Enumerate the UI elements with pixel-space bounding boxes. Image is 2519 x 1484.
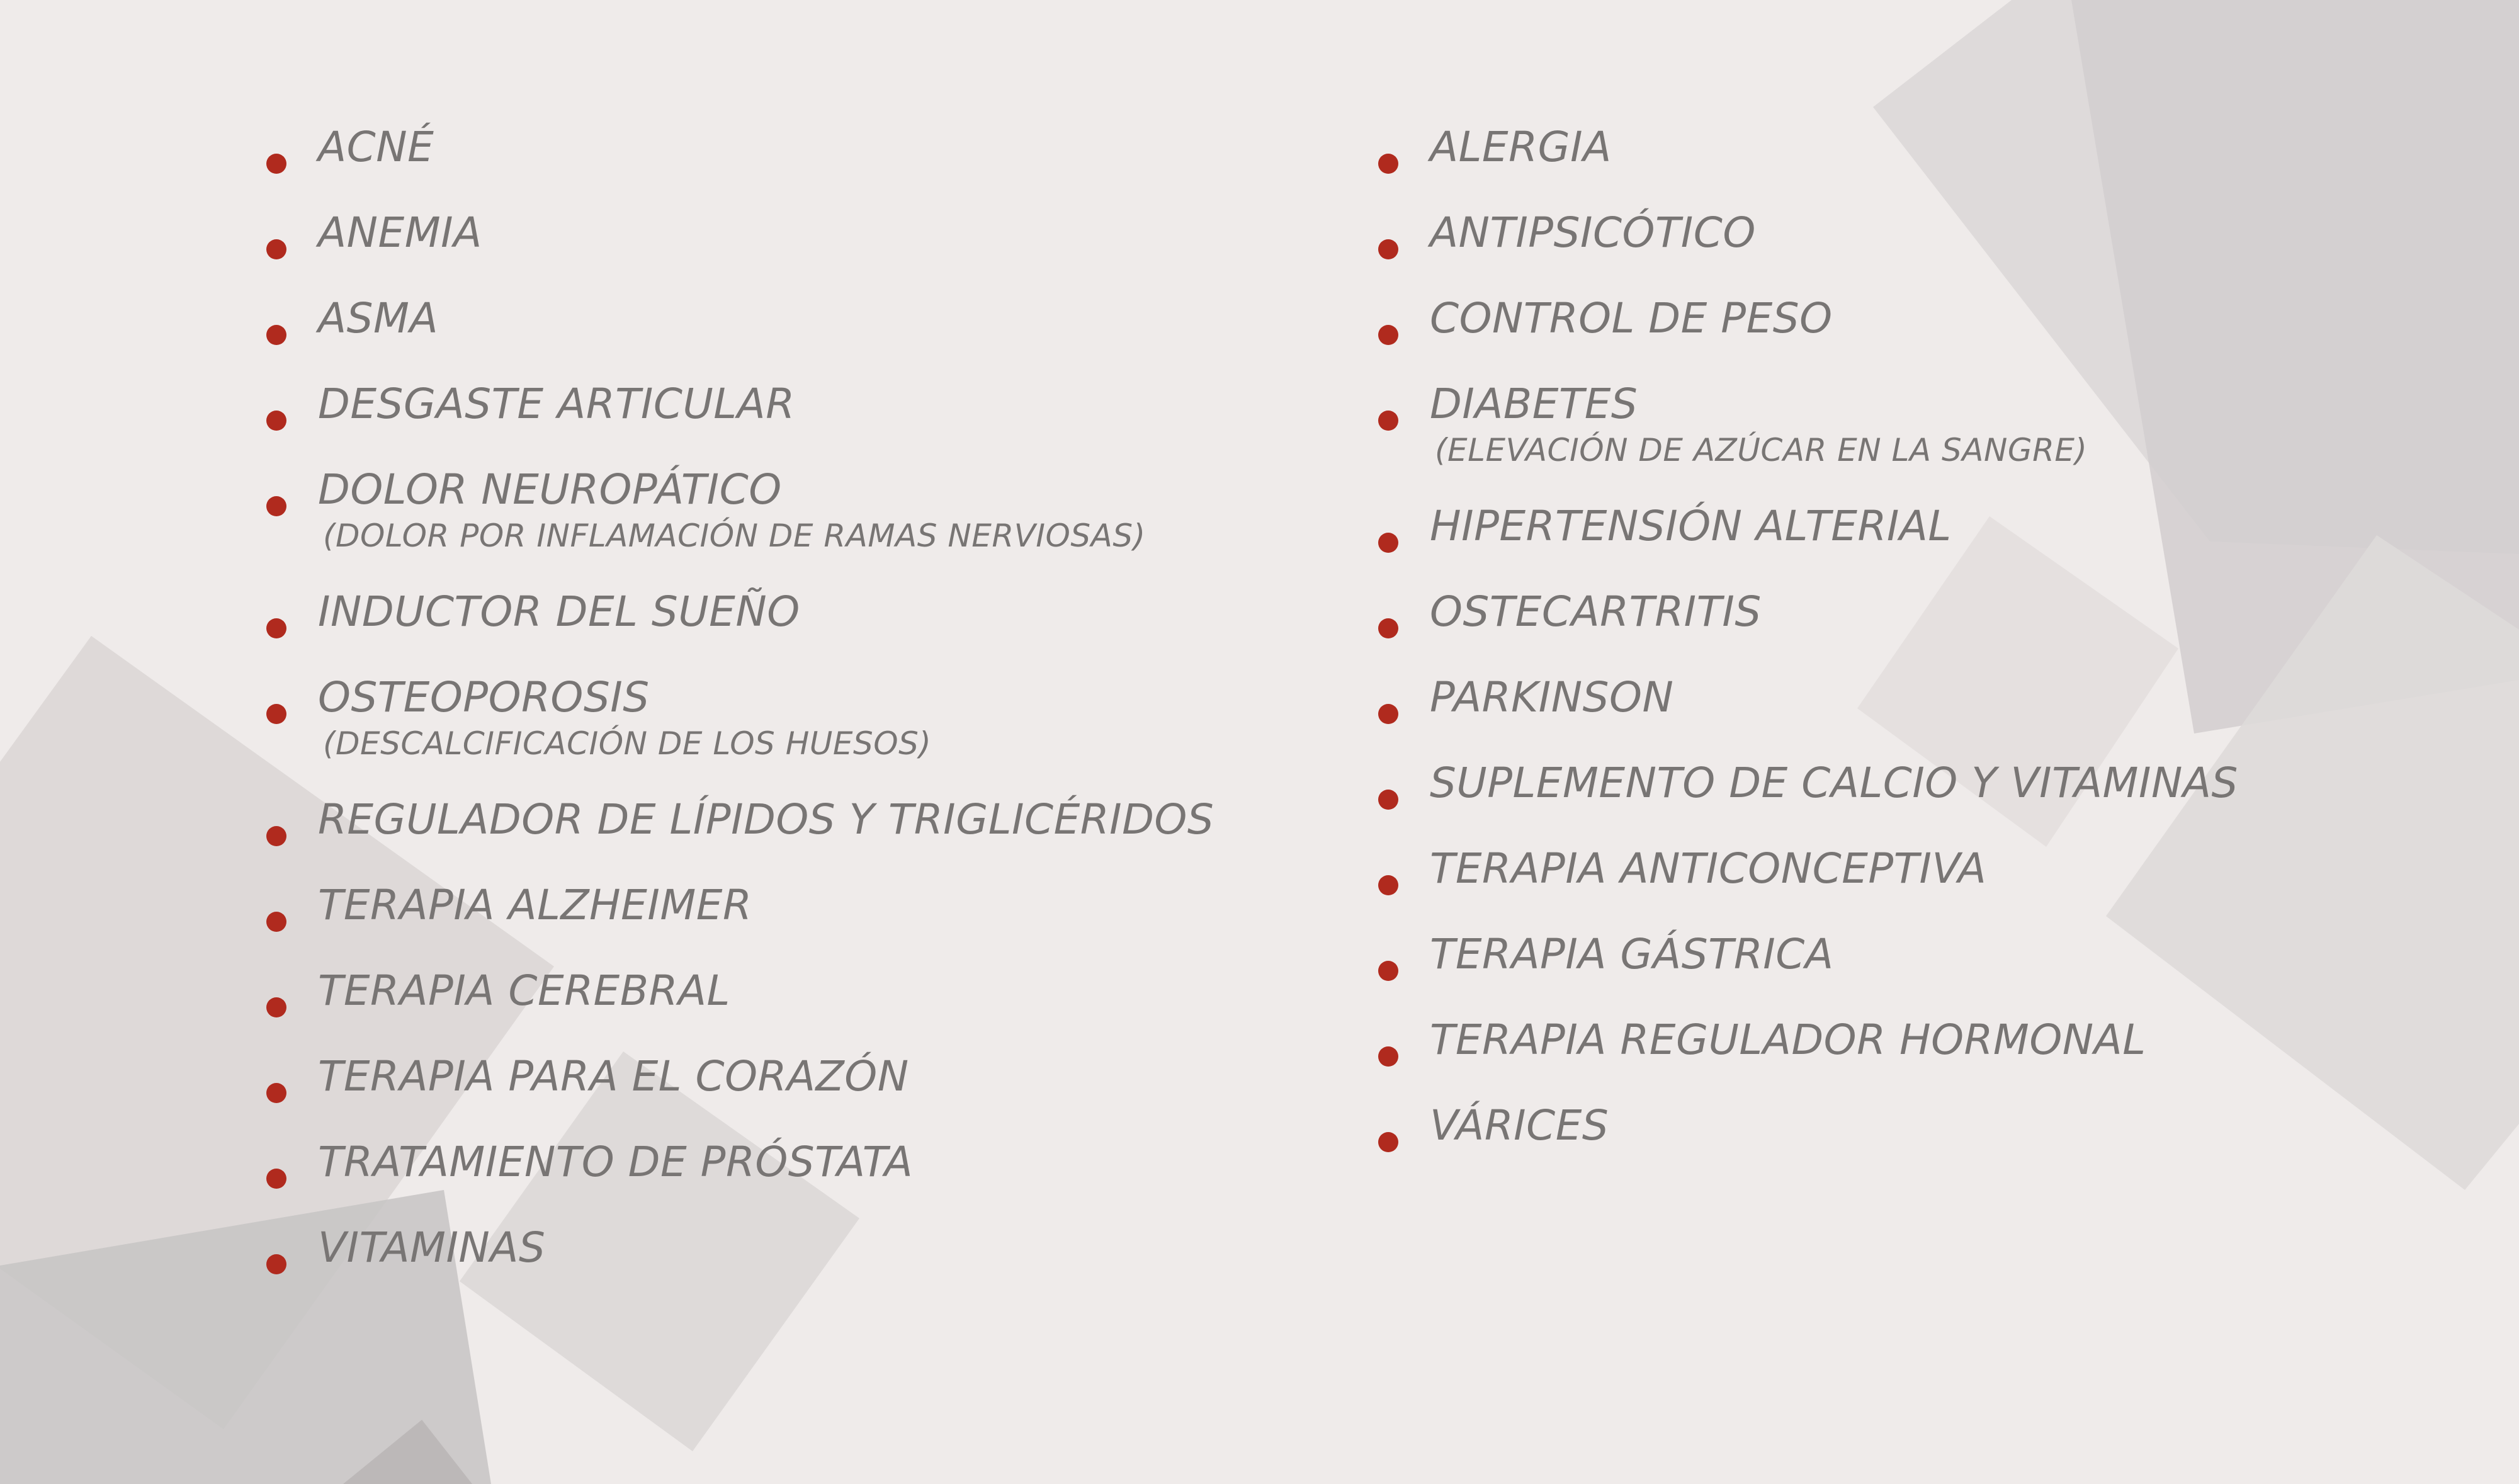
list-item [261,881,1214,929]
bullet-dot [266,325,286,345]
item-label: OSTECARTRITIS [1430,587,1762,636]
item-label: TERAPIA PARA EL CORAZÓN [318,1052,909,1101]
item-label: TERAPIA GÁSTRICA [1430,930,1834,978]
bullet-dot [1378,704,1398,724]
item-label: ASMA [318,294,439,343]
list-item [1373,502,2238,550]
item-label: TERAPIA ANTICONCEPTIVA [1430,844,1987,893]
list-item [261,465,1214,554]
bullet-dot [266,704,286,724]
item-label: DOLOR NEUROPÁTICO [318,465,782,514]
list-item [261,208,1214,257]
item-label: ANEMIA [318,208,482,257]
item-label: VITAMINAS [318,1223,546,1272]
list-item [1373,380,2238,468]
bullet-dot [266,826,286,846]
item-note: (DOLOR POR INFLAMACIÓN DE RAMAS NERVIOSAS) [323,518,1146,554]
conditions-list-left [261,110,1214,1313]
item-note: (DESCALCIFICACIÓN DE LOS HUESOS) [323,725,932,762]
bullet-dot [1378,325,1398,345]
item-label: SUPLEMENTO DE CALCIO Y VITAMINAS [1430,759,2238,807]
list-item [1373,1101,2238,1150]
list-item [1373,123,2238,171]
item-label: REGULADOR DE LÍPIDOS Y TRIGLICÉRIDOS [318,795,1214,844]
list-item [261,1223,1214,1272]
item-note: (ELEVACIÓN DE AZÚCAR EN LA SANGRE) [1435,432,2088,468]
item-label: ANTIPSICÓTICO [1430,208,1756,257]
bullet-dot [1378,154,1398,174]
bullet-dot [1378,1046,1398,1067]
list-item [261,380,1214,428]
bullet-dot [1378,875,1398,895]
bullet-dot [266,1169,286,1189]
list-item [261,294,1214,343]
list-item [1373,208,2238,257]
item-label: TERAPIA ALZHEIMER [318,881,752,929]
bullet-dot [1378,411,1398,431]
bullet-dot [1378,533,1398,553]
list-item [1373,844,2238,893]
bullet-dot [266,1254,286,1274]
list-item [261,1052,1214,1101]
list-item [261,587,1214,636]
list-item [261,673,1214,762]
item-label: HIPERTENSIÓN ALTERIAL [1430,502,1952,550]
bullet-dot [266,411,286,431]
list-item [1373,1016,2238,1064]
item-label: TRATAMIENTO DE PRÓSTATA [318,1138,914,1186]
list-item [1373,294,2238,343]
item-label: DESGASTE ARTICULAR [318,380,795,428]
list-item [1373,587,2238,636]
list-item [261,795,1214,844]
conditions-list-right [1373,110,2238,1191]
list-item [1373,930,2238,978]
list-item [261,1138,1214,1186]
list-item [261,966,1214,1015]
item-label: TERAPIA CEREBRAL [318,966,730,1015]
list-item [1373,759,2238,807]
item-label: VÁRICES [1430,1101,1609,1150]
item-label: INDUCTOR DEL SUEÑO [318,587,800,636]
item-label: ALERGIA [1430,123,1612,171]
bullet-dot [266,496,286,516]
bullet-dot [266,618,286,638]
bullet-dot [1378,618,1398,638]
bullet-dot [1378,239,1398,259]
item-label: ACNÉ [318,123,434,171]
item-label: TERAPIA REGULADOR HORMONAL [1430,1016,2146,1064]
bullet-dot [1378,961,1398,981]
bullet-dot [266,997,286,1017]
item-label: CONTROL DE PESO [1430,294,1833,343]
bullet-dot [266,239,286,259]
item-label: OSTEOPOROSIS [318,673,650,722]
item-label: PARKINSON [1430,673,1674,722]
list-item [1373,673,2238,722]
bullet-dot [266,912,286,932]
bullet-dot [266,154,286,174]
list-item [261,123,1214,171]
bullet-dot [1378,790,1398,810]
bullet-dot [266,1083,286,1103]
item-label: DIABETES [1430,380,1638,428]
bullet-dot [1378,1132,1398,1152]
